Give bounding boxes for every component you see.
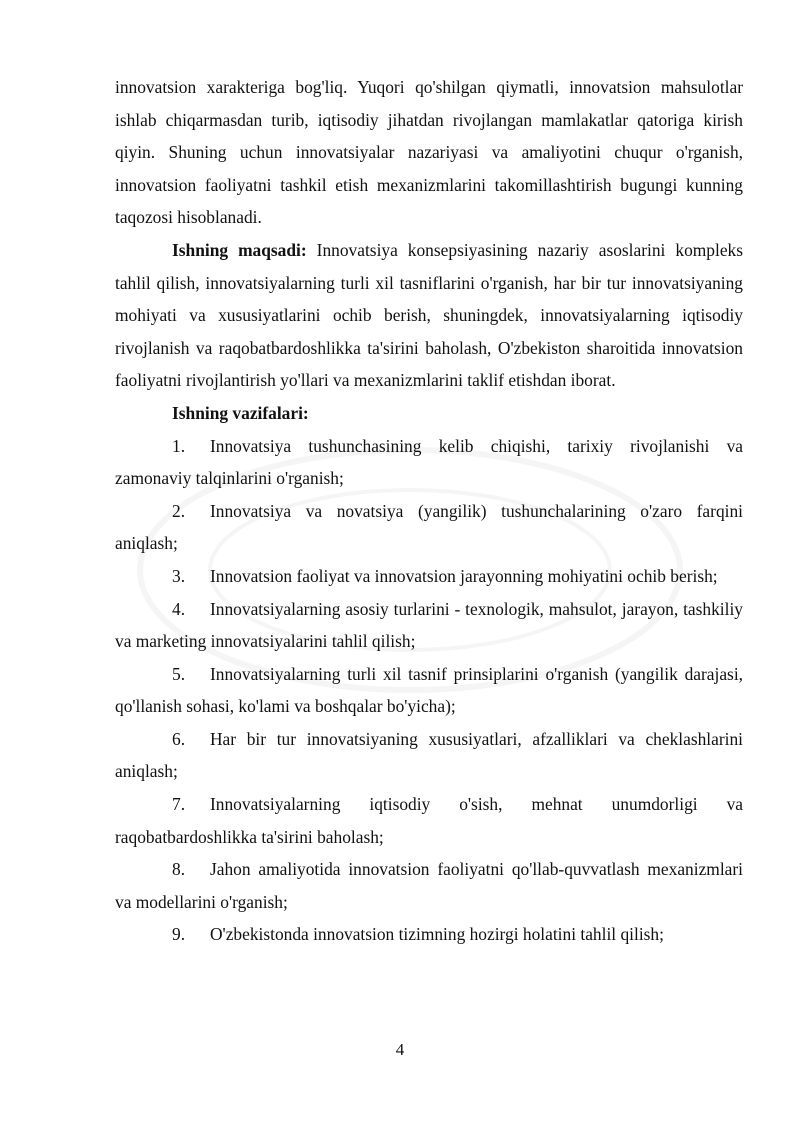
goal-paragraph — [115, 234, 743, 397]
list-item-text: Innovatsiyalarning iqtisodiy o'sish, mehnat unumdorligi va raqobatbardoshlikka ta'sirini baholash; — [115, 794, 743, 847]
list-item — [115, 495, 743, 560]
list-item — [115, 918, 743, 951]
list-item-number: 3. — [172, 565, 186, 586]
list-item — [115, 788, 743, 853]
document-page — [115, 71, 743, 951]
list-item-text: Innovatsiyalarning turli xil tasnif prinsiplarini o'rganish (yangilik darajasi, qo'llanish sohasi, ko'lami va boshqalar bo'yicha); — [115, 663, 743, 717]
list-item-text: Innovatsiya tushunchasining kelib chiqishi, tarixiy rivojlanishi va zamonaviy talqinlarini o'rganish; — [115, 435, 743, 489]
list-item-text: Innovatsiyalarning asosiy turlarini - texnologik, mahsulot, jarayon, tashkiliy va marketing innovatsiyalarini tahlil qilish; — [115, 598, 743, 652]
list-item — [115, 593, 743, 658]
list-item — [115, 723, 743, 788]
goal-text: Innovatsiya konsepsiyasining nazariy asoslarini kompleks tahlil qilish, innovatsiyalarning turli xil tasniflarini o'rganish, har bir tur innovatsiyaning mohiyati va xususiyatlarini ochib berish, shuningdek, innovatsiyalarning iqtisodiy rivojlanish va raqobatbardoshlikka ta'sirini baholash, O'zbekiston sharoitida innovatsion faoliyatni rivojlantirish yo'llari va mexanizmlarini taklif etishdan iborat. — [115, 239, 743, 391]
list-item-number: 4. — [172, 598, 186, 619]
list-item-number: 9. — [172, 924, 186, 945]
list-item-number: 1. — [172, 435, 186, 456]
tasks-heading: Ishning vazifalari: — [172, 402, 309, 423]
list-item — [115, 560, 743, 593]
list-item-text: Jahon amaliyotida innovatsion faoliyatni qo'llab-quvvatlash mexanizmlari va modellarini o'rganish; — [115, 859, 743, 912]
list-item-number: 8. — [172, 859, 186, 880]
list-item-text: Innovatsion faoliyat va innovatsion jarayonning mohiyatini ochib berish; — [210, 565, 718, 586]
list-item-number: 2. — [172, 500, 186, 521]
list-item — [115, 430, 743, 495]
list-item-number: 6. — [172, 728, 186, 749]
list-item-text: Har bir tur innovatsiyaning xususiyatlari, afzalliklari va cheklashlarini aniqlash; — [115, 728, 743, 782]
list-item-text: O'zbekistonda innovatsion tizimning hozirgi holatini tahlil qilish; — [210, 924, 664, 945]
list-item — [115, 853, 743, 918]
tasks-list — [115, 430, 743, 952]
list-item-number: 7. — [172, 794, 186, 815]
list-item-text: Innovatsiya va novatsiya (yangilik) tushunchalarining o'zaro farqini aniqlash; — [115, 500, 743, 554]
intro-paragraph: innovatsion xarakteriga bog'liq. Yuqori qo'shilgan qiymatli, innovatsion mahsulotlar ishlab chiqarmasdan turib, iqtisodiy jihatdan rivojlangan mamlakatlar qatoriga kirish qiyin. Shuning uchun innovatsiyalar nazariyasi va amaliyotini chuqur o'rganish, innovatsion faoliyatni tashkil etish mexanizmlarini takomillashtirish bugungi kunning taqozosi hisoblanadi. — [115, 77, 743, 228]
goal-label: Ishning maqsadi: — [172, 239, 307, 260]
list-item-number: 5. — [172, 663, 186, 684]
list-item — [115, 658, 743, 723]
page-number: 4 — [395, 1040, 405, 1059]
